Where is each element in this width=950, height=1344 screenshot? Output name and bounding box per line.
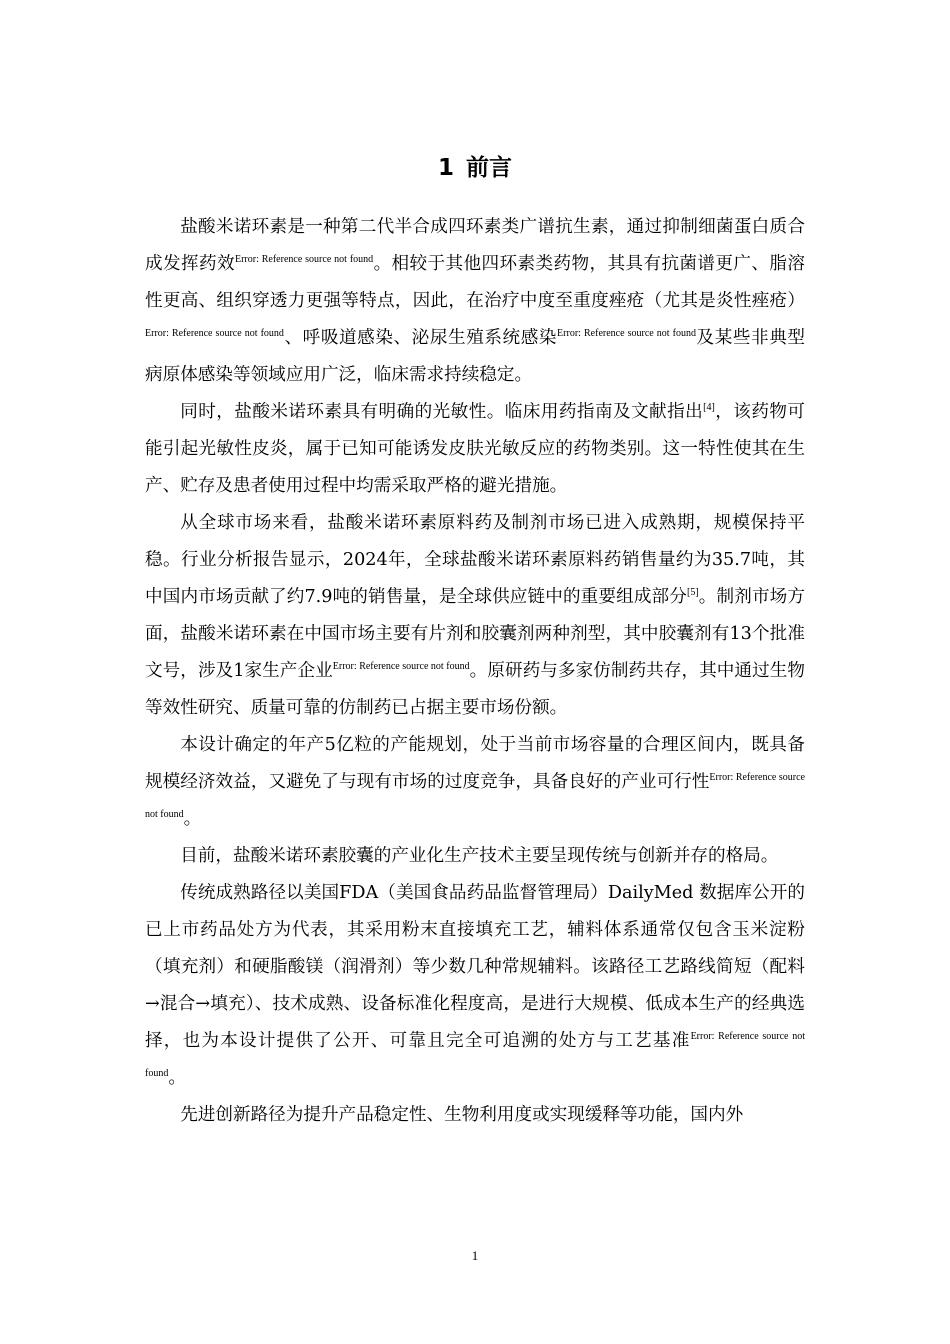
paragraph-market	[145, 505, 805, 727]
section-heading	[0, 148, 950, 188]
section-number: 1	[437, 155, 454, 181]
paragraph-text: 本设计确定的年产5亿粒的产能规划，处于当前市场容量的合理区间内，既具备规模经济效益，又避免了与现有市场的过度竞争，具备良好的产业可行性	[145, 735, 805, 792]
body-text	[145, 209, 805, 1134]
citation: [5]	[687, 587, 699, 598]
paragraph-intro	[145, 209, 805, 394]
paragraph-photosensitivity	[145, 394, 805, 505]
paragraph-innovative-route	[145, 1097, 805, 1134]
reference-error: Error: Reference source not found	[332, 661, 470, 672]
reference-error: Error: Reference source not found	[145, 328, 284, 339]
paragraph-text: 、呼吸道感染、泌尿生殖系统感染	[283, 328, 558, 348]
paragraph-text: 目前，盐酸米诺环素胶囊的产业化生产技术主要呈现传统与创新并存的格局。	[180, 846, 779, 866]
paragraph-capacity	[145, 727, 805, 838]
paragraph-text: 。相较于其他四环素类药物，其具有抗菌谱更广、脂溶性更高、组织穿透力更强等特点，因此，在治疗中度至重度痤疮（尤其是炎性痤疮）	[145, 254, 805, 311]
paragraph-text: 盐酸米诺环素是一种第二代半合成四环素类广谱抗生素，通过抑制细菌蛋白质合成发挥药效	[145, 217, 805, 274]
paragraph-text: ，该药物可能引起光敏性皮炎，属于已知可能诱发皮肤光敏反应的药物类别。这一特性使其在生产、贮存及患者使用过程中均需采取严格的避光措施。	[145, 402, 805, 496]
paragraph-technology	[145, 838, 805, 875]
paragraph-text: 。制剂市场方面，盐酸米诺环素在中国市场主要有片剂和胶囊剂两种剂型，其中胶囊剂有13个批准文号，涉及1家生产企业	[145, 587, 805, 681]
paragraph-text: 。	[183, 809, 202, 829]
reference-error: Error: Reference source not found	[557, 328, 696, 339]
reference-error: Error: Reference source not found	[145, 772, 805, 820]
paragraph-text: 。原研药与多家仿制药共存，其中通过生物等效性研究、质量可靠的仿制药已占据主要市场份额。	[145, 661, 805, 718]
paragraph-traditional-route	[145, 875, 805, 1097]
paragraph-text: 及某些非典型病原体感染等领域应用广泛，临床需求持续稳定。	[145, 328, 805, 385]
citation: [4]	[703, 402, 715, 413]
paragraph-text: 从全球市场来看，盐酸米诺环素原料药及制剂市场已进入成熟期，规模保持平稳。行业分析报告显示，2024年，全球盐酸米诺环素原料药销售量约为35.7吨，其中国内市场贡献了约7.9吨的销售量，是全球供应链中的重要组成部分	[145, 513, 805, 607]
reference-error: Error: Reference source not found	[234, 254, 374, 265]
section-title: 前言	[466, 155, 512, 181]
page-number: 1	[471, 1248, 479, 1263]
paragraph-text: 传统成熟路径以美国FDA（美国食品药品监督管理局）DailyMed 数据库公开的已上市药品处方为代表，其采用粉末直接填充工艺，辅料体系通常仅包含玉米淀粉（填充剂）和硬脂酸镁（润滑剂）等少数几种常规辅料。该路径工艺路线简短（配料→混合→填充）、技术成熟、设备标准化程度高，是进行大规模、低成本生产的经典选择，也为本设计提供了公开、可靠且完全可追溯的处方与工艺基准	[145, 883, 805, 1051]
paragraph-text: 。	[168, 1068, 186, 1088]
reference-error: Error: Reference source not found	[145, 1031, 805, 1079]
paragraph-text: 同时，盐酸米诺环素具有明确的光敏性。临床用药指南及文献指出	[180, 402, 704, 422]
paragraph-text: 先进创新路径为提升产品稳定性、生物利用度或实现缓释等功能，国内外	[180, 1105, 744, 1125]
